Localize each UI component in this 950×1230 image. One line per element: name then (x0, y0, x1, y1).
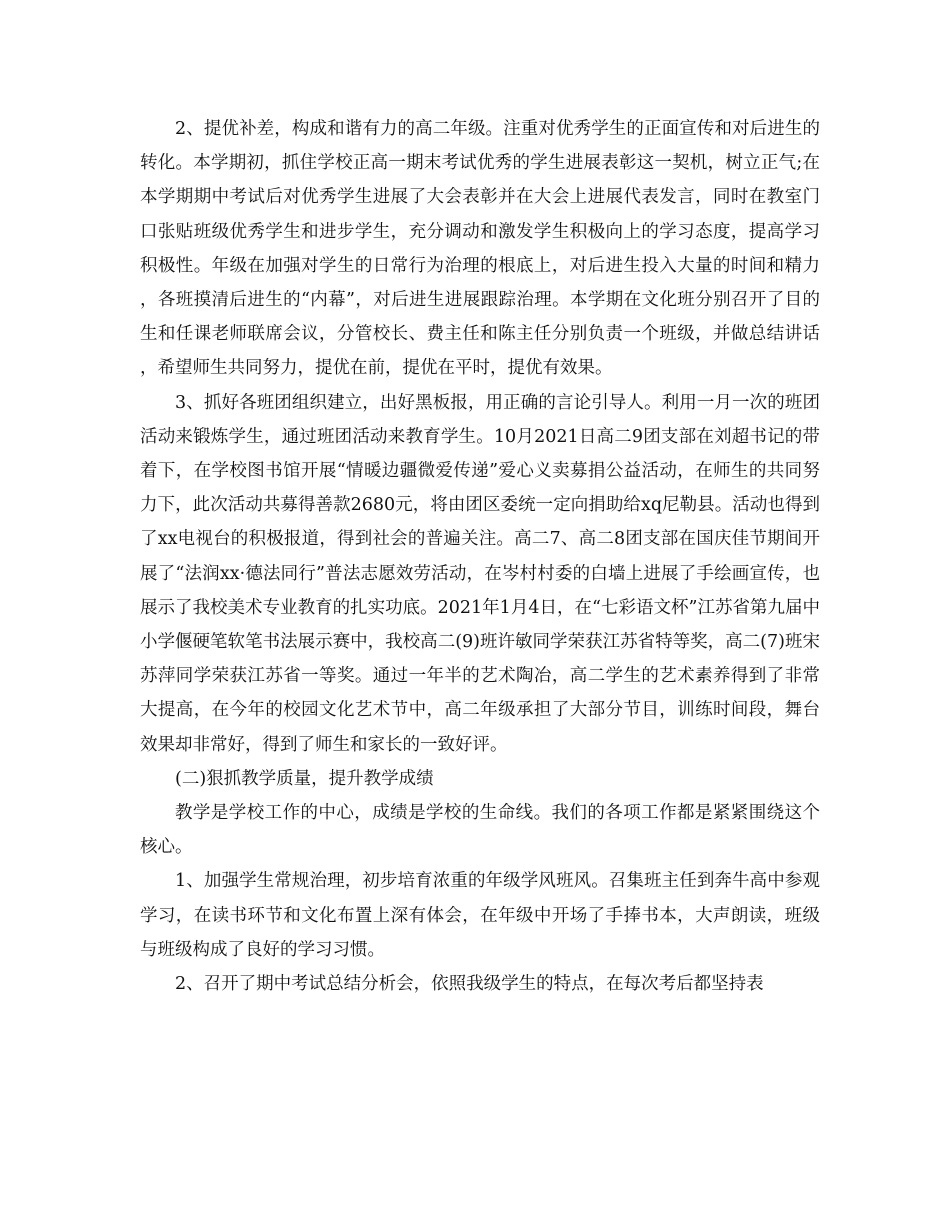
paragraph-tutoring: 2、提优补差，构成和谐有力的高二年级。注重对优秀学生的正面宣传和对后进生的转化。本学期初，抓住学校正高一期末考试优秀的学生进展表彰这一契机，树立正气;在本学期期中考试后对优秀学生进展了大会表彰并在大会上进展代表发言，同时在教室门口张贴班级优秀学生和进步学生，充分调动和激发学生积极向上的学习态度，提高学习积极性。年级在加强对学生的日常行为治理的根底上，对后进生投入大量的时间和精力，各班摸清后进生的“内幕”，对后进生进展跟踪治理。本学期在文化班分别召开了目的生和任课老师联席会议，分管校长、费主任和陈主任分别负责一个班级，并做总结讲话，希望师生共同努力，提优在前，提优在平时，提优有效果。 (140, 119, 820, 379)
paragraph-league-activities: 3、抓好各班团组织建立，出好黑板报，用正确的言论引导人。利用一月一次的班团活动来锻炼学生，通过班团活动来教育学生。10月2021日高二9团支部在刘超书记的带着下，在学校图书馆开展“情暖边疆微爱传递”爱心义卖募捐公益活动，在师生的共同努力下，此次活动共募得善款2680元，将由团区委统一定向捐助给xq尼勒县。活动也得到了xx电视台的积极报道，得到社会的普遍关注。高二7、高二8团支部在国庆佳节期间开展了“法润xx·德法同行”普法志愿效劳活动，在岑村村委的白墙上进展了手绘画宣传，也展示了我校美术专业教育的扎实功底。2021年1月4日，在“七彩语文杯”江苏省第九届中小学偃硬笔软笔书法展示赛中，我校高二(9)班许敏同学荣获江苏省特等奖，高二(7)班宋苏萍同学荣获江苏省一等奖。通过一年半的艺术陶冶，高二学生的艺术素养得到了非常大提高，在今年的校园文化艺术节中，高二年级承担了大部分节目，训练时间段，舞台效果却非常好，得到了师生和家长的一致好评。 (140, 392, 820, 755)
document-body (140, 112, 820, 1001)
paragraph-study-habits: 1、加强学生常规治理，初步培育浓重的年级学风班风。召集班主任到奔牛高中参观学习，在读书环节和文化布置上深有体会，在年级中开场了手捧书本，大声朗读，班级与班级构成了良好的学习习惯。 (140, 871, 820, 960)
paragraph-exam-analysis: 2、召开了期中考试总结分析会，依照我级学生的特点，在每次考后都坚持表 (175, 974, 764, 995)
section-heading-teaching-quality: (二)狠抓教学质量，提升教学成绩 (175, 768, 434, 789)
paragraph-teaching-center: 教学是学校工作的中心，成绩是学校的生命线。我们的各项工作都是紧紧围绕这个核心。 (140, 803, 820, 858)
